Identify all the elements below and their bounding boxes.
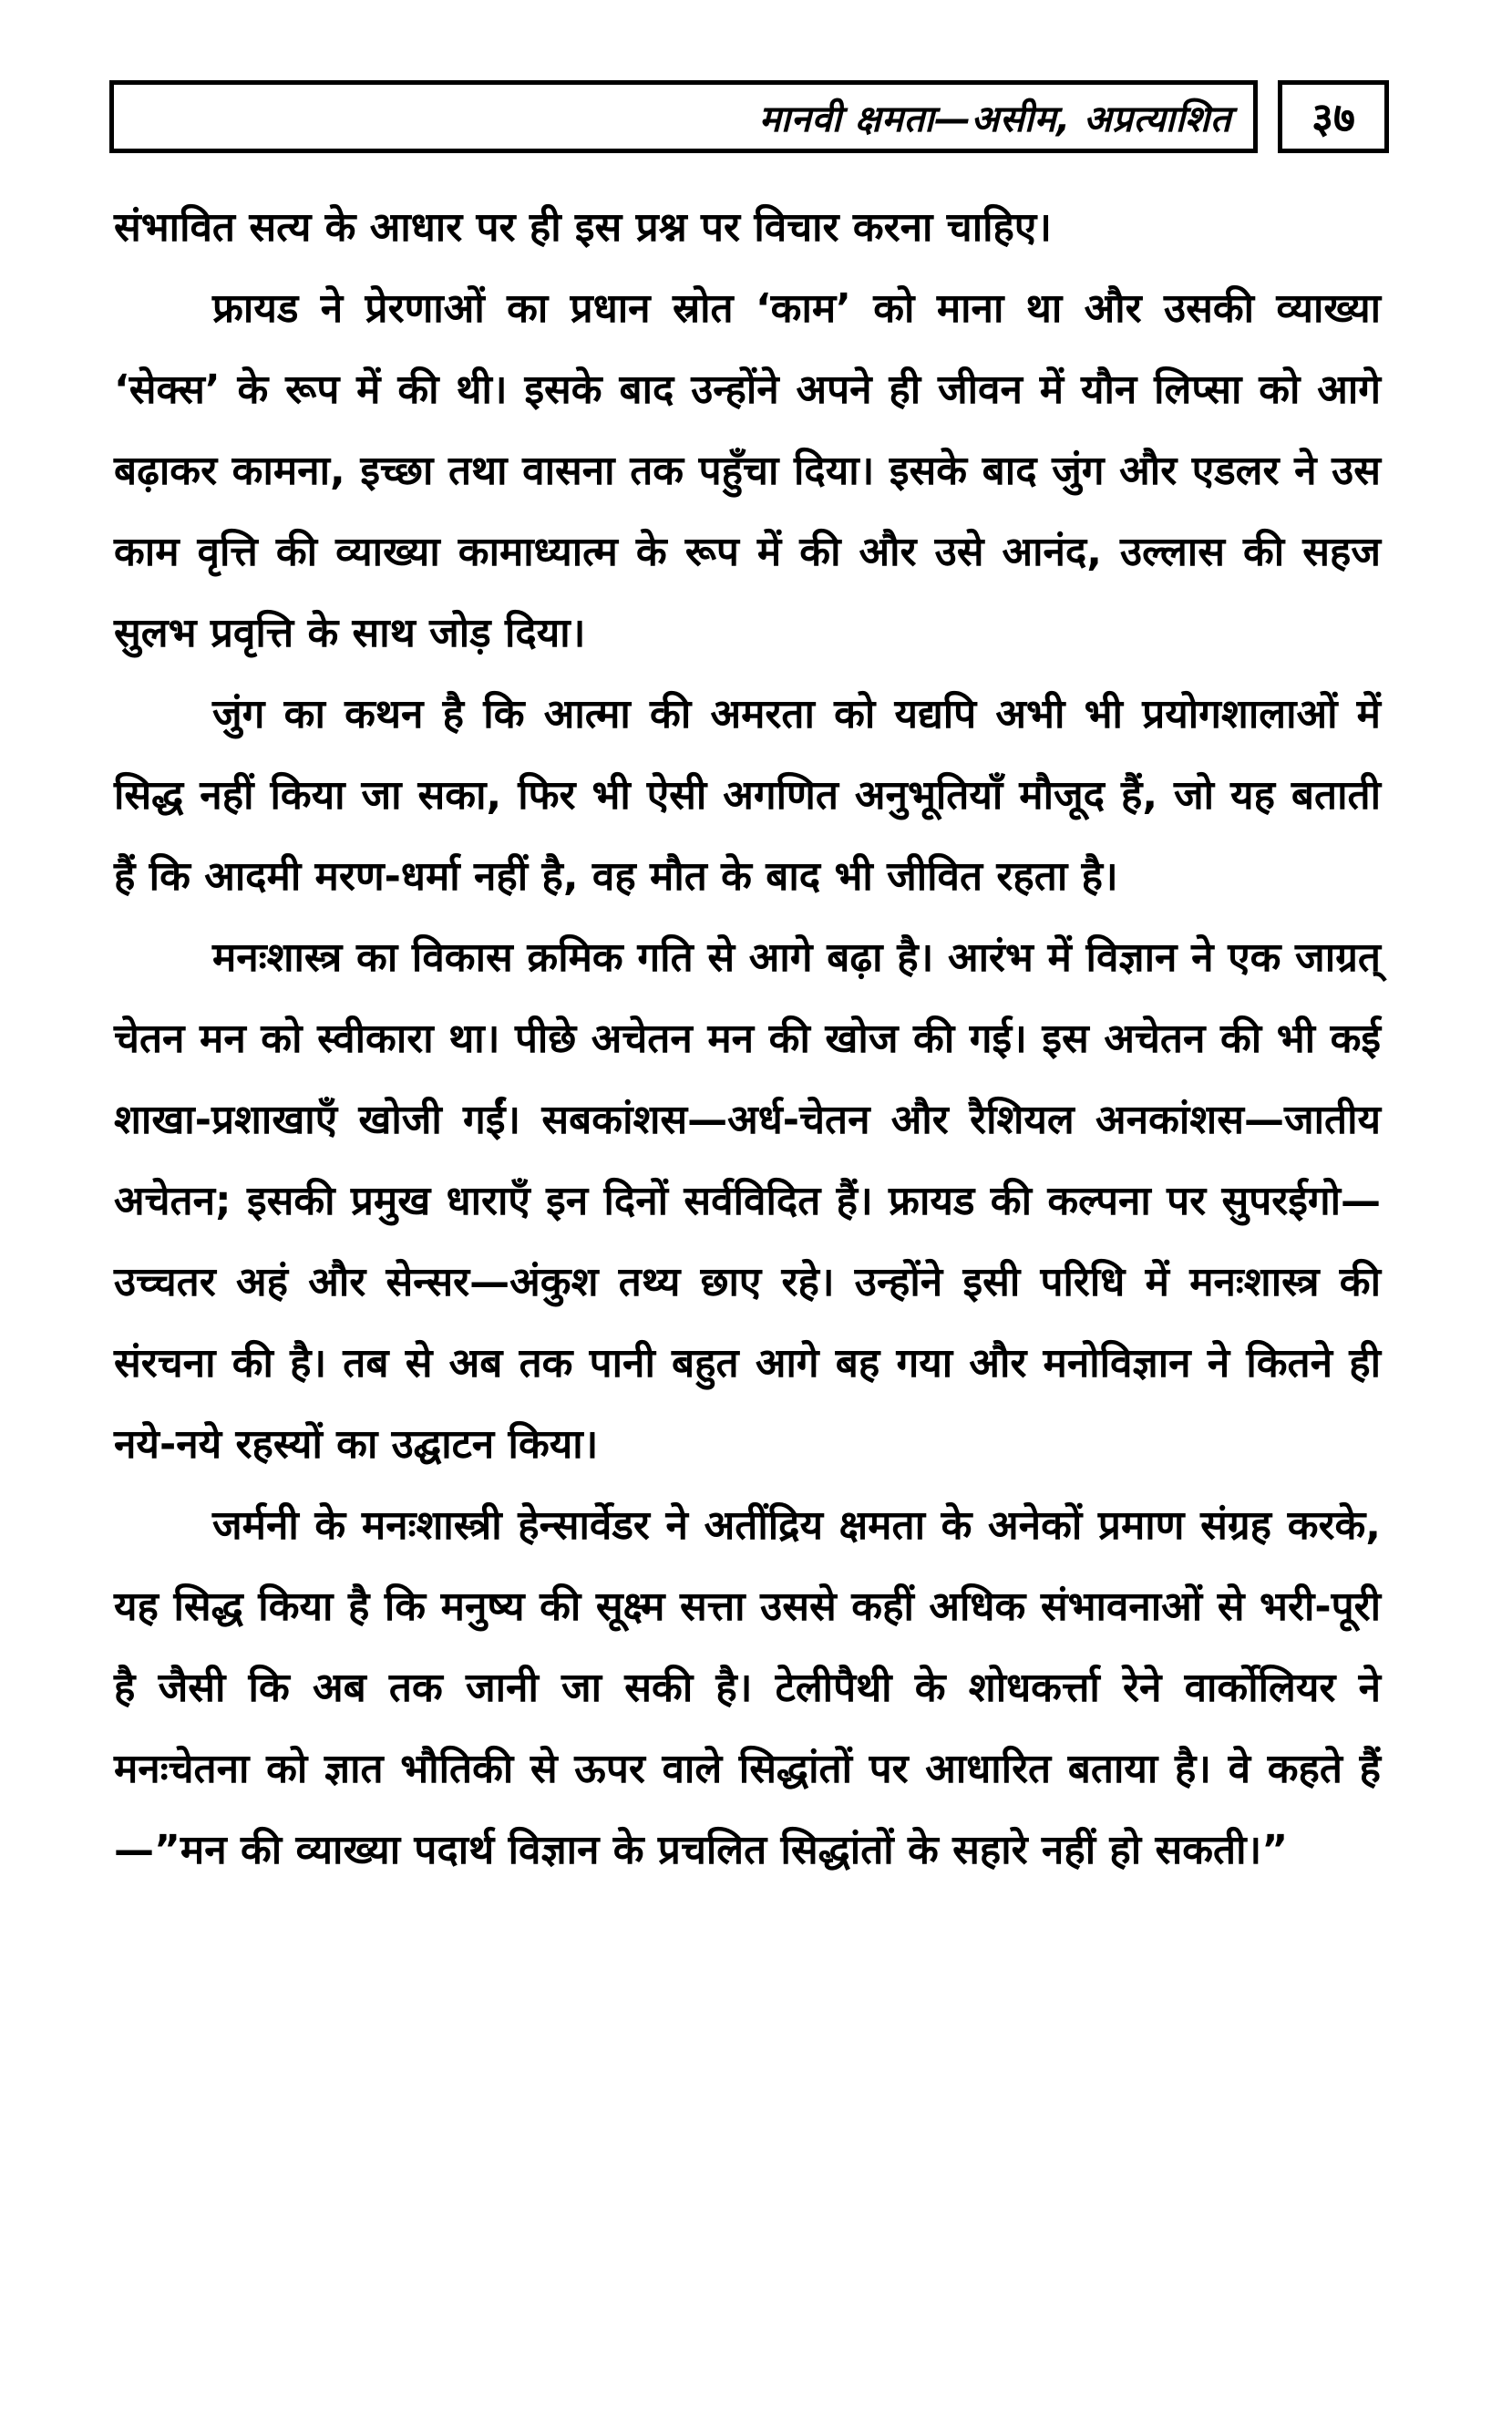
page-number-box [1278, 80, 1389, 153]
page-header [109, 80, 1390, 162]
running-title: मानवी क्षमता—असीम, अप्रत्याशित [758, 98, 1231, 140]
paragraph-5: जर्मनी के मनःशास्त्री हेन्सार्वेडर ने अतींद्रिय क्षमता के अनेकों प्रमाण संग्रह करके, यह सिद्ध किया है कि मनुष्य की सूक्ष्म सत्ता उससे कहीं अधिक संभावनाओं से भरी-पूरी है जैसी कि अब तक जानी जा सकी है। टेलीपैथी के शोधकर्त्ता रेने वार्कोलियर ने मनःचेतना को ज्ञात भौतिकी से ऊपर वाले सिद्धांतों पर आधारित बताया है। वे कहते हैं—”मन की व्याख्या पदार्थ विज्ञान के प्रचलित सिद्धांतों के सहारे नहीं हो सकती।” [114, 1502, 1381, 1873]
body-text [114, 187, 1381, 1891]
running-title-box [109, 80, 1258, 153]
page-number: ३७ [1311, 93, 1355, 142]
paragraph-3: जुंग का कथन है कि आत्मा की अमरता को यद्यपि अभी भी प्रयोगशालाओं में सिद्ध नहीं किया जा सका, फिर भी ऐसी अगणित अनुभूतियाँ मौजूद हैं, जो यह बताती हैं कि आदमी मरण-धर्मा नहीं है, वह मौत के बाद भी जीवित रहता है। [114, 691, 1381, 900]
paragraph-2: फ्रायड ने प्रेरणाओं का प्रधान स्रोत ‘काम’ को माना था और उसकी व्याख्या ‘सेक्स’ के रूप में की थी। इसके बाद उन्होंने अपने ही जीवन में यौन लिप्सा को आगे बढ़ाकर कामना, इच्छा तथा वासना तक पहुँचा दिया। इसके बाद जुंग और एडलर ने उस काम वृत्ति की व्याख्या कामाध्यात्म के रूप में की और उसे आनंद, उल्लास की सहज सुलभ प्रवृत्ति के साथ जोड़ दिया। [114, 285, 1381, 656]
paragraph-1: संभावित सत्य के आधार पर ही इस प्रश्न पर विचार करना चाहिए। [114, 204, 1052, 251]
paragraph-4: मनःशास्त्र का विकास क्रमिक गति से आगे बढ़ा है। आरंभ में विज्ञान ने एक जाग्रत् चेतन मन को स्वीकारा था। पीछे अचेतन मन की खोज की गई। इस अचेतन की भी कई शाखा-प्रशाखाएँ खोजी गईं। सबकांशस—अर्ध-चेतन और रैशियल अनकांशस—जातीय अचेतन; इसकी प्रमुख धाराएँ इन दिनों सर्वविदित हैं। फ्रायड की कल्पना पर सुपरईगो—उच्चतर अहं और सेन्सर—अंकुश तथ्य छाए रहे। उन्होंने इसी परिधि में मनःशास्त्र की संरचना की है। तब से अब तक पानी बहुत आगे बह गया और मनोविज्ञान ने कितने ही नये-नये रहस्यों का उद्घाटन किया। [114, 934, 1381, 1468]
